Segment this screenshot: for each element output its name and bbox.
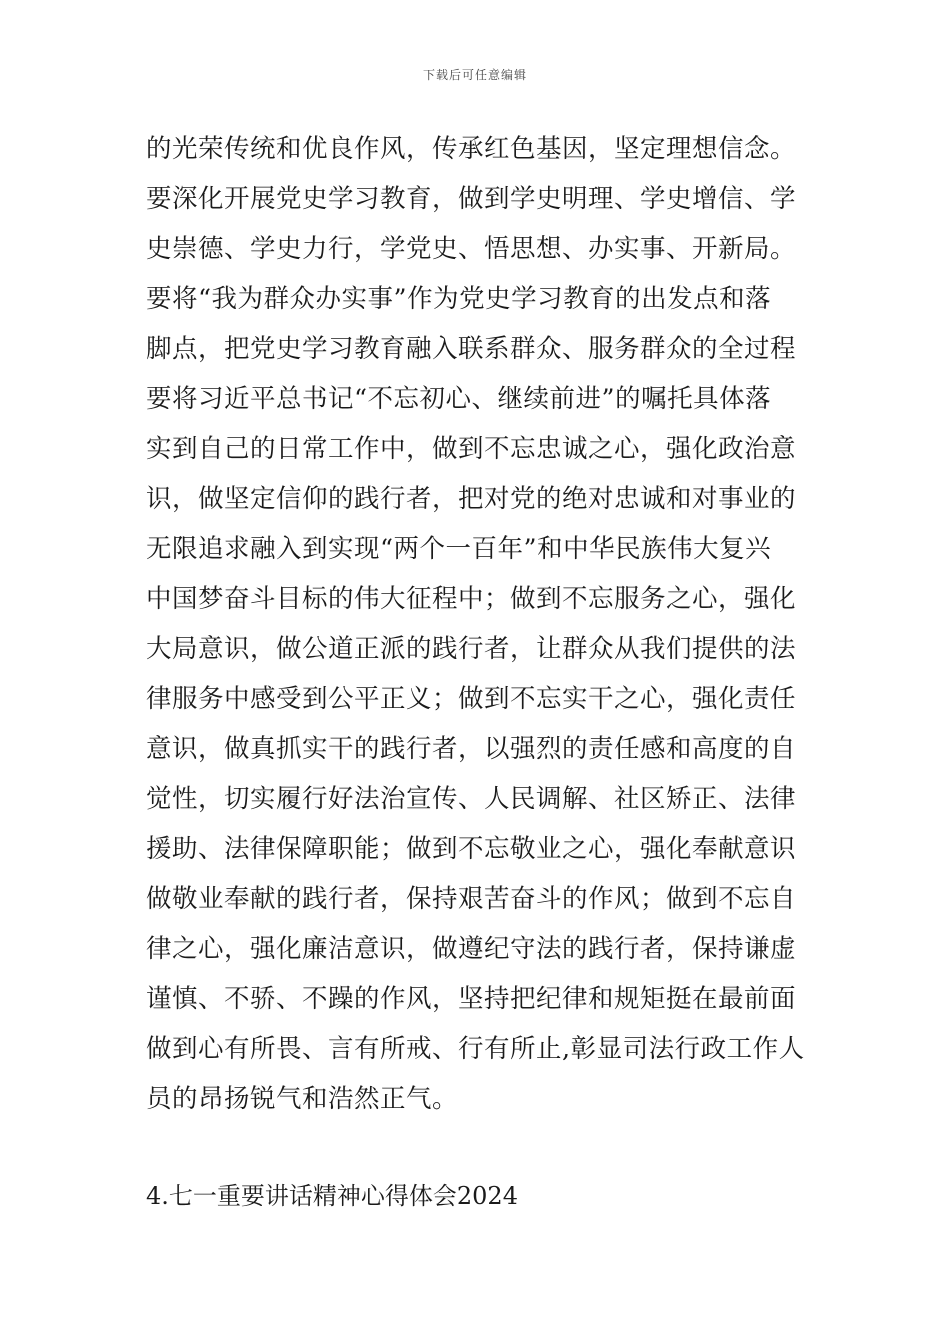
text-line: 史崇德、学史力行，学党史、悟思想、办实事、开新局。 (146, 234, 797, 264)
text-line: 中国梦奋斗目标的伟大征程中；做到不忘服务之心，强化 (146, 584, 797, 614)
text-line: 要将“我为群众办实事”作为党史学习教育的出发点和落 (146, 284, 772, 314)
text-line: 大局意识，做公道正派的践行者，让群众从我们提供的法 (146, 634, 797, 664)
text-line: 要深化开展党史学习教育，做到学史明理、学史增信、学 (146, 184, 797, 214)
text-line: 做到心有所畏、言有所戒、行有所止,彰显司法行政工作人 (146, 1034, 805, 1064)
body-paragraph (146, 124, 811, 1124)
text-line: 要将习近平总书记“不忘初心、继续前进”的嘱托具体落 (146, 384, 772, 414)
text-line: 援助、法律保障职能；做到不忘敬业之心，强化奉献意识 (146, 834, 797, 864)
text-line: 谨慎、不骄、不躁的作风，坚持把纪律和规矩挺在最前面 (146, 984, 797, 1014)
text-line: 识，做坚定信仰的践行者，把对党的绝对忠诚和对事业的 (146, 484, 797, 514)
text-line: 的光荣传统和优良作风，传承红色基因，坚定理想信念。 (146, 134, 797, 164)
text-line: 员的昂扬锐气和浩然正气。 (146, 1084, 459, 1114)
text-line: 实到自己的日常工作中，做到不忘忠诚之心，强化政治意 (146, 434, 797, 464)
text-line: 律服务中感受到公平正义；做到不忘实干之心，强化责任 (146, 684, 797, 714)
section-heading: 4.七一重要讲话精神心得体会2024 (146, 1182, 518, 1210)
text-line: 觉性，切实履行好法治宣传、人民调解、社区矫正、法律 (146, 784, 797, 814)
text-line: 意识，做真抓实干的践行者，以强烈的责任感和高度的自 (146, 734, 797, 764)
page-header-note: 下载后可任意编辑 (422, 68, 527, 82)
text-line: 律之心，强化廉洁意识，做遵纪守法的践行者，保持谦虚 (146, 934, 797, 964)
text-line: 脚点，把党史学习教育融入联系群众、服务群众的全过程 (146, 334, 797, 364)
text-line: 无限追求融入到实现“两个一百年”和中华民族伟大复兴 (146, 534, 772, 564)
text-line: 做敬业奉献的践行者，保持艰苦奋斗的作风；做到不忘自 (146, 884, 797, 914)
